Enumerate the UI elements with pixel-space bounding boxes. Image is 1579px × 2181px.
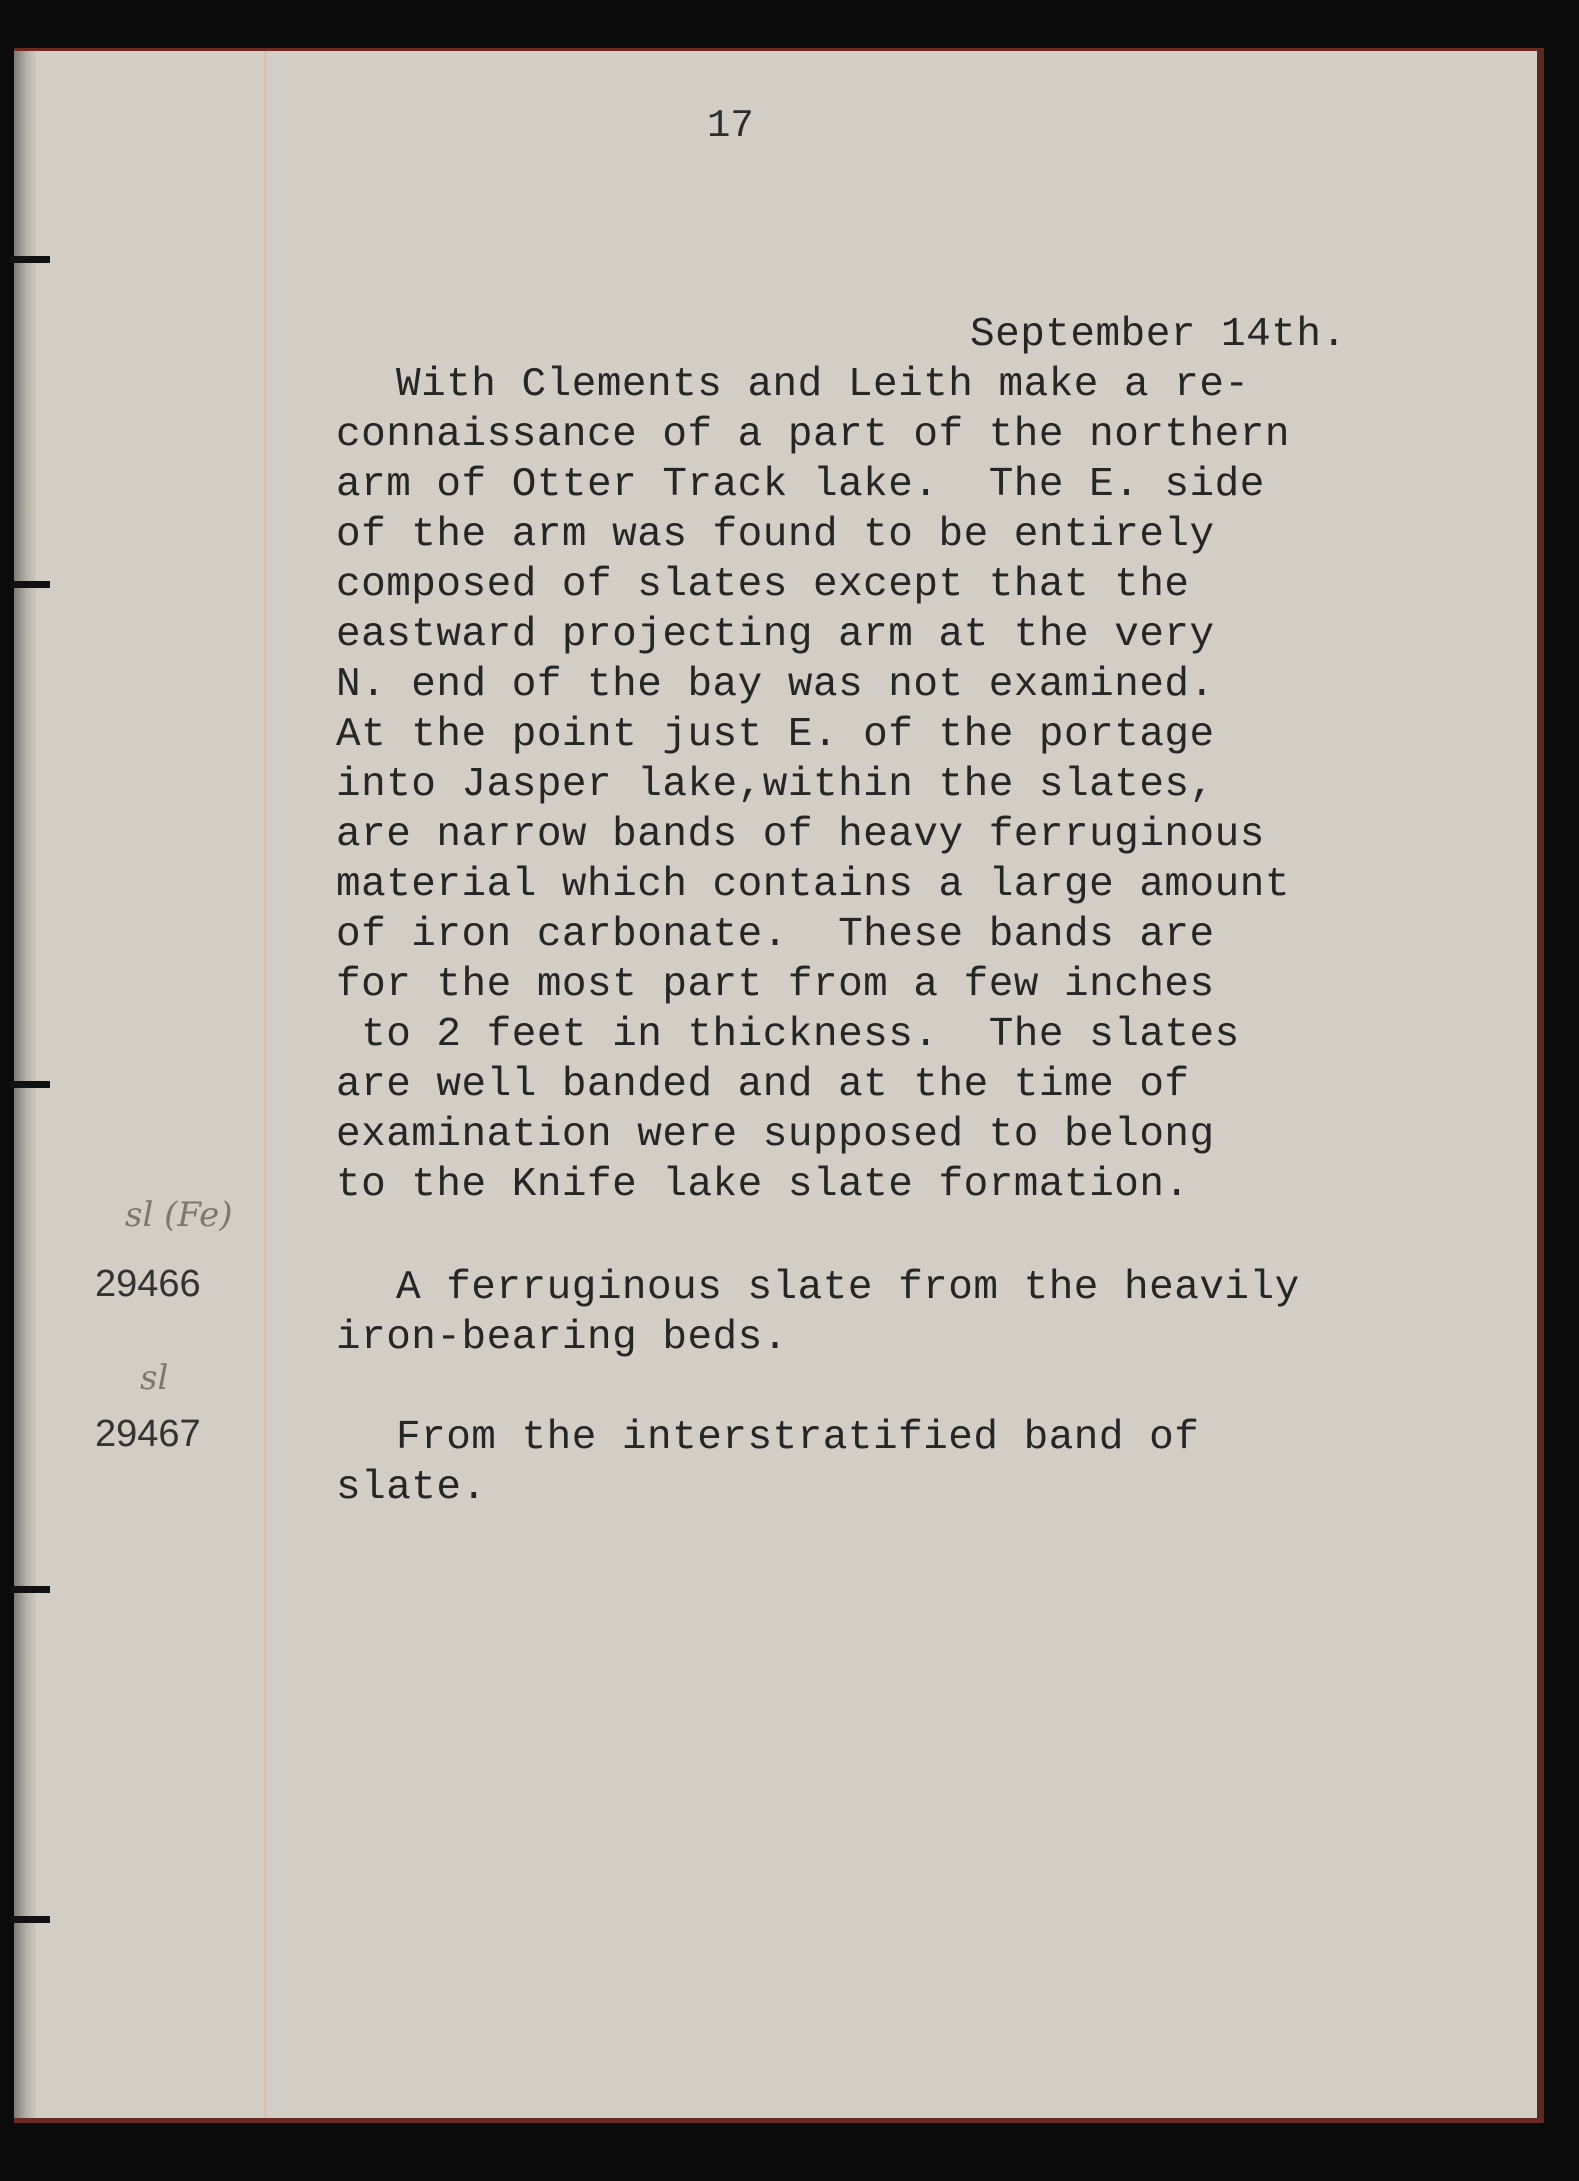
page-number: 17: [707, 104, 754, 148]
margin-rule: [264, 51, 266, 2118]
binding-mark: [10, 1916, 50, 1923]
paragraph-line: into Jasper lake,within the slates,: [336, 762, 1215, 808]
specimen-number: 29467: [95, 1413, 201, 1455]
paragraph-line: connaissance of a part of the northern: [336, 412, 1290, 458]
paragraph-line: N. end of the bay was not examined.: [336, 662, 1215, 708]
binding-mark: [10, 1081, 50, 1088]
binding-mark: [10, 1586, 50, 1593]
paragraph-line: With Clements and Leith make a re-: [396, 362, 1250, 408]
paragraph-line: to the Knife lake slate formation.: [336, 1162, 1190, 1208]
paragraph-line: examination were supposed to belong: [336, 1112, 1215, 1158]
paragraph-line: for the most part from a few inches: [336, 962, 1215, 1008]
entry-line: slate.: [336, 1465, 487, 1511]
paragraph-line: are well banded and at the time of: [336, 1062, 1190, 1108]
paragraph-line: arm of Otter Track lake. The E. side: [336, 462, 1265, 508]
paragraph-line: of iron carbonate. These bands are: [336, 912, 1215, 958]
binding-mark: [10, 581, 50, 588]
paragraph-line: to 2 feet in thickness. The slates: [336, 1012, 1240, 1058]
specimen-number: 29466: [95, 1263, 201, 1305]
paragraph-line: material which contains a large amount: [336, 862, 1290, 908]
paragraph-line: At the point just E. of the portage: [336, 712, 1215, 758]
entry-line: A ferruginous slate from the heavily: [396, 1265, 1300, 1311]
paragraph-line: eastward projecting arm at the very: [336, 612, 1215, 658]
handwritten-annotation: sl: [140, 1358, 169, 1398]
entry-date: September 14th.: [970, 312, 1347, 358]
paragraph-line: are narrow bands of heavy ferruginous: [336, 812, 1265, 858]
paragraph-line: composed of slates except that the: [336, 562, 1190, 608]
handwritten-annotation: sl (Fe): [125, 1195, 233, 1235]
binding-mark: [10, 256, 50, 263]
entry-line: iron-bearing beds.: [336, 1315, 788, 1361]
entry-line: From the interstratified band of: [396, 1415, 1200, 1461]
paragraph-line: of the arm was found to be entirely: [336, 512, 1215, 558]
